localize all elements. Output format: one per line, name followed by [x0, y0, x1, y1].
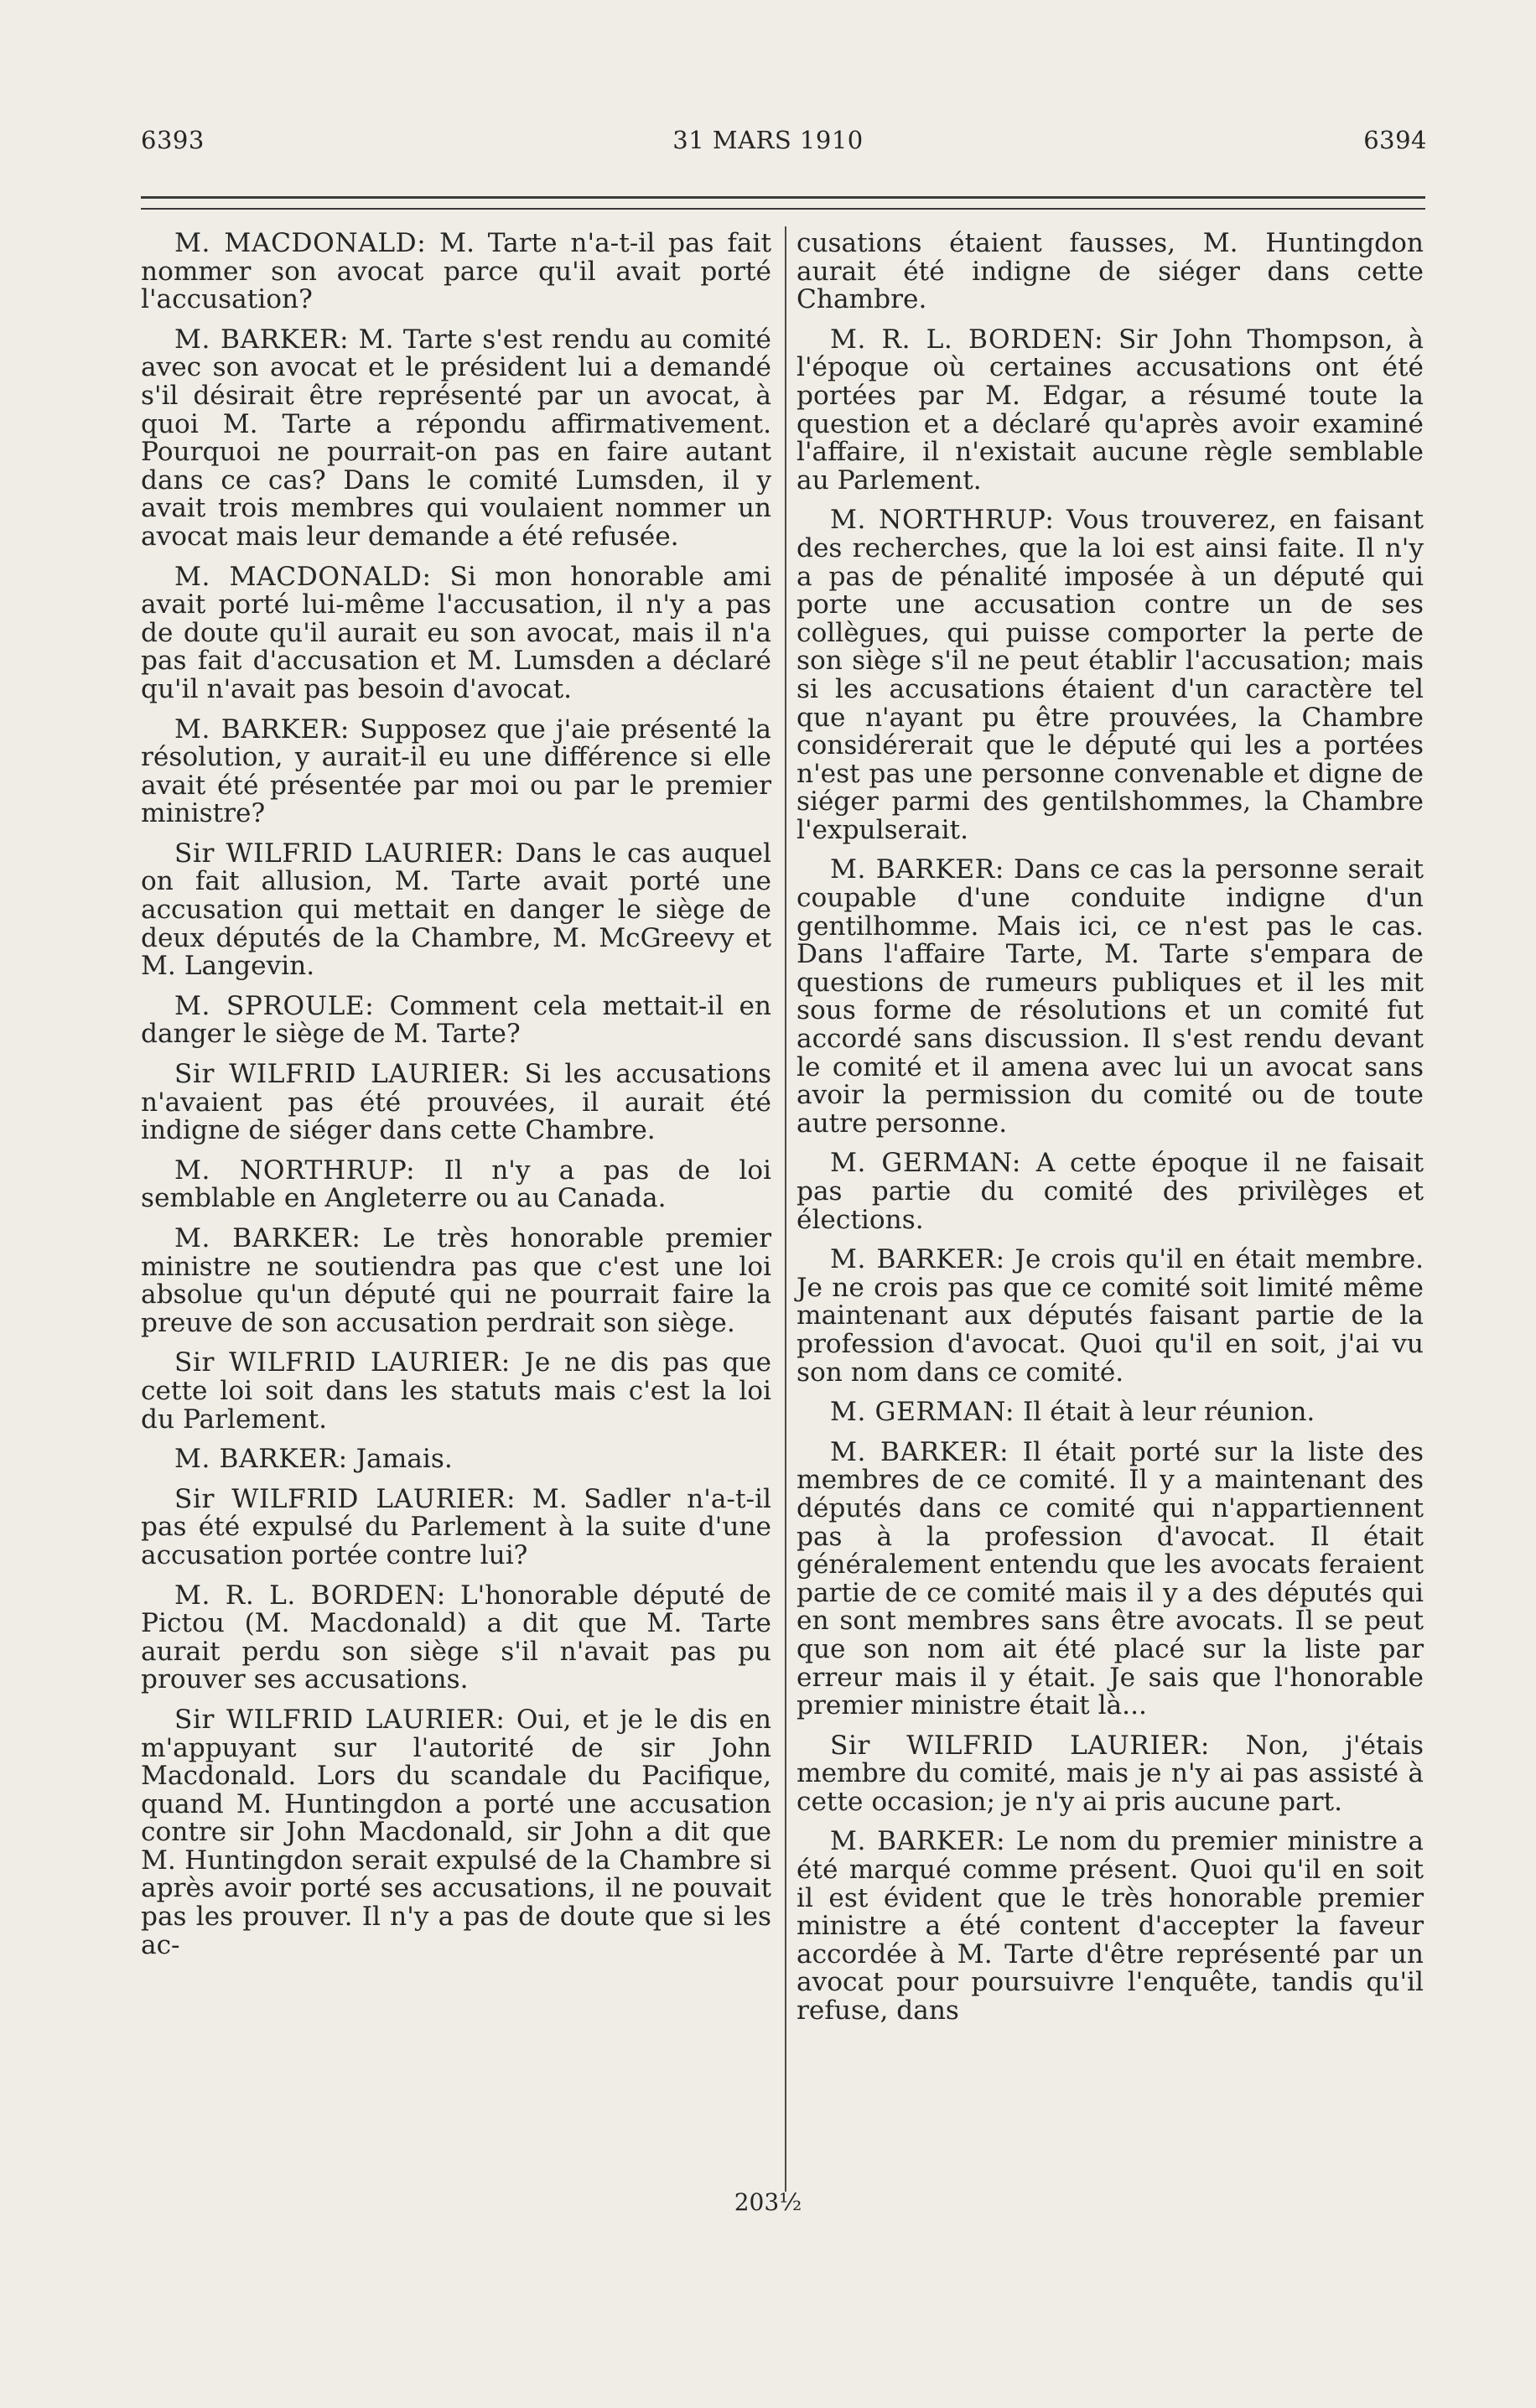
speech-paragraph — [141, 1157, 771, 1213]
speech-paragraph — [797, 506, 1424, 844]
speech-paragraph — [141, 1706, 771, 1959]
page-folio: 203½ — [734, 2188, 802, 2216]
speaker-name: M. NORTHRUP: — [174, 1155, 416, 1186]
page-header — [0, 126, 1536, 176]
speaker-name: Sir WILFRID LAURIER: — [174, 838, 505, 869]
speech-paragraph — [797, 1828, 1424, 2025]
right-column — [797, 230, 1424, 2037]
speaker-name: M. R. L. BORDEN: — [830, 324, 1104, 355]
speech-paragraph — [141, 1483, 771, 1570]
page-number-left: 6393 — [141, 126, 205, 154]
speech-paragraph — [141, 1349, 771, 1434]
speech-paragraph — [141, 1445, 771, 1474]
speech-paragraph — [141, 990, 772, 1050]
speech-paragraph — [797, 1246, 1424, 1387]
speaker-name: M. R. L. BORDEN: — [174, 1580, 446, 1611]
header-rule-top — [141, 196, 1425, 199]
speaker-name: M. BARKER: — [174, 324, 350, 355]
speech-text: Oui, et je le dis en m'appuyant sur l'autorité de sir John Macdonald. Lors du scandale du Pacifique, quand M. Huntingdon a porté une accusation contre sir John Macdonald, sir John a dit que M. Huntingdon serait expulsé de la Chambre si après avoir porté ses accusations, il ne pouvait pas les prouver. Il n'y a pas de doute que si les ac- — [141, 1704, 771, 1960]
speaker-name: M. BARKER: — [174, 714, 350, 745]
speech-text: L'honorable député de Pictou (M. Macdonald) a dit que M. Tarte aurait perdu son siège s'il n'avait pas pu prouver ses accusations. — [141, 1580, 771, 1695]
speaker-name: M. BARKER: — [174, 1444, 348, 1475]
speaker-name: M. BARKER: — [174, 1223, 361, 1253]
page-number-right: 6394 — [1363, 126, 1427, 154]
speech-paragraph — [797, 1732, 1424, 1817]
speech-paragraph — [141, 230, 771, 314]
speech-paragraph — [797, 1436, 1424, 1721]
speaker-name: M. GERMAN: — [830, 1397, 1015, 1428]
speech-text: Dans ce cas la personne serait coupable d'une conduite indigne d'un gentilhomme. Mais ici, ce n'est pas le cas. Dans l'affaire Tarte, M. Tarte s'empara de questions de rumeurs publiques et il les mit sous forme de résolutions et un comité fut accordé sans discussion. Il s'est rendu devant le comité et il amena avec lui un avocat sans avoir la permission du comité ou de toute autre personne. — [797, 854, 1424, 1139]
left-column — [141, 230, 771, 1971]
speaker-name: M. NORTHRUP: — [830, 505, 1055, 536]
speaker-name: Sir WILFRID LAURIER: — [174, 1704, 506, 1735]
speech-text: Vous trouverez, en faisant des recherches, que la loi est ainsi faite. Il n'y a pas de pénalité imposée à un député qui porte une accusation contre un de ses collègues, qui puisse comporter la perte de son siège s'il ne peut établir l'accusation; mais si les accusations étaient d'un caractère tel que n'ayant pu être prouvées, la Chambre considérerait que le député qui les a portées n'est pas une personne convenable et digne de siéger parmi des gentilshommes, la Chambre l'expulserait. — [797, 505, 1424, 845]
speech-text: Je crois qu'il en était membre. Je ne crois pas que ce comité soit limité même maintenant aux députés faisant partie de la profession d'avocat. Quoi qu'il en soit, j'ai vu son nom dans ce comité. — [797, 1244, 1424, 1388]
speech-paragraph — [797, 1399, 1424, 1427]
speech-text: Si mon honorable ami avait porté lui-même l'accusation, il n'y a pas de doute qu'il aurait eu son avocat, mais il n'a pas fait d'accusation et M. Lumsden a déclaré qu'il n'avait pas besoin d'avocat. — [141, 561, 771, 704]
header-rule-bottom — [141, 208, 1425, 210]
speaker-name: M. BARKER: — [830, 1826, 1006, 1857]
speech-paragraph — [141, 563, 771, 704]
speech-text: Comment cela mettait-il en danger le siège de M. Tarte? — [141, 990, 772, 1050]
speech-text: Supposez que j'aie présenté la résolution, y aurait-il eu une différence si elle avait été présentée par moi ou par le premier ministre? — [141, 714, 771, 829]
speech-text: Il était à leur réunion. — [1014, 1397, 1315, 1428]
speech-text: Il était porté sur la liste des membres de ce comité. Il y a maintenant des députés dans ce comité qui n'appartiennent pas à la profession d'avocat. Il était généralement entendu que les avocats feraient partie de ce comité mais il y a des députés qui en sont membres sans être avocats. Il se peut que son nom ait été placé sur la liste par erreur mais il y était. Je sais que l'honorable premier ministre était là... — [797, 1436, 1424, 1721]
speech-text: M. Sadler n'a-t-il pas été expulsé du Parlement à la suite d'une accusation portée contre lui? — [141, 1483, 771, 1570]
speaker-name: M. BARKER: — [830, 1244, 1005, 1275]
speech-paragraph — [797, 1150, 1424, 1234]
speech-paragraph — [141, 1061, 771, 1145]
speech-text: A cette époque il ne faisait pas partie du comité des privilèges et élections. — [797, 1148, 1424, 1235]
speech-text: Si les accusations n'avaient pas été prouvées, il aurait été indigne de siéger dans cette Chambre. — [141, 1059, 771, 1146]
speech-text: Sir John Thompson, à l'époque où certaines accusations ont été portées par M. Edgar, a résumé toute la question et a déclaré qu'après avoir examiné l'affaire, il n'existait aucune règle semblable au Parlement. — [797, 324, 1424, 496]
speaker-name: Sir WILFRID LAURIER: — [174, 1059, 511, 1090]
speech-paragraph — [141, 716, 771, 828]
column-divider — [785, 226, 786, 2192]
speech-paragraph — [797, 326, 1424, 496]
speech-text: M. Tarte s'est rendu au comité avec son avocat et le président lui a demandé s'il désirait être représenté par un avocat, à quoi M. Tarte a répondu affirmativement. Pourquoi ne pourrait-on pas en faire autant dans ce cas? Dans le comité Lumsden, il y avait trois membres qui voulaient nommer un avocat mais leur demande a été refusée. — [141, 324, 771, 552]
page-date: 31 MARS 1910 — [672, 126, 864, 154]
speech-paragraph-continued — [797, 230, 1424, 314]
speaker-name: Sir WILFRID LAURIER: — [174, 1347, 511, 1378]
speaker-name: M. SPROULE: — [174, 990, 375, 1021]
speech-text: Le très honorable premier ministre ne soutiendra pas que c'est une loi absolue qu'un député qui ne pourrait faire la preuve de son accusation perdrait son siège. — [141, 1223, 771, 1338]
speaker-name: Sir WILFRID LAURIER: — [830, 1730, 1210, 1761]
speaker-name: M. MACDONALD: — [174, 561, 432, 592]
speech-text: Le nom du premier ministre a été marqué comme présent. Quoi qu'il en soit il est évident que le très honorable premier ministre a été content d'accepter la faveur accordée à M. Tarte d'être représenté par un avocat pour poursuivre l'enquête, tandis qu'il refuse, dans — [797, 1826, 1424, 2027]
speech-text: Il n'y a pas de loi semblable en Angleterre ou au Canada. — [141, 1155, 771, 1214]
speech-text: Dans le cas auquel on fait allusion, M. Tarte avait porté une accusation qui mettait en danger le siège de deux députés de la Chambre, M. McGreevy et M. Langevin. — [141, 838, 771, 982]
speech-text: M. Tarte n'a-t-il pas fait nommer son avocat parce qu'il avait porté l'accusation? — [141, 228, 771, 315]
speech-text: cusations étaient fausses, M. Huntingdon aurait été indigne de siéger dans cette Chambre. — [797, 228, 1424, 315]
speech-text: Je ne dis pas que cette loi soit dans les statuts mais c'est la loi du Parlement. — [141, 1347, 771, 1435]
speaker-name: M. BARKER: — [830, 854, 1004, 885]
speech-paragraph — [141, 326, 771, 552]
speech-paragraph — [141, 1582, 771, 1694]
speaker-name: M. GERMAN: — [830, 1148, 1021, 1179]
speech-text: Non, j'étais membre du comité, mais je n'y ai pas assisté à cette occasion; je n'y ai pris aucune part. — [797, 1730, 1424, 1817]
speech-text: Jamais. — [347, 1444, 453, 1475]
speech-paragraph — [797, 856, 1424, 1138]
speech-paragraph — [141, 1225, 771, 1337]
speaker-name: Sir WILFRID LAURIER: — [174, 1483, 516, 1514]
speaker-name: M. BARKER: — [830, 1436, 1009, 1467]
speech-paragraph — [141, 840, 771, 981]
speaker-name: M. MACDONALD: — [174, 228, 427, 258]
